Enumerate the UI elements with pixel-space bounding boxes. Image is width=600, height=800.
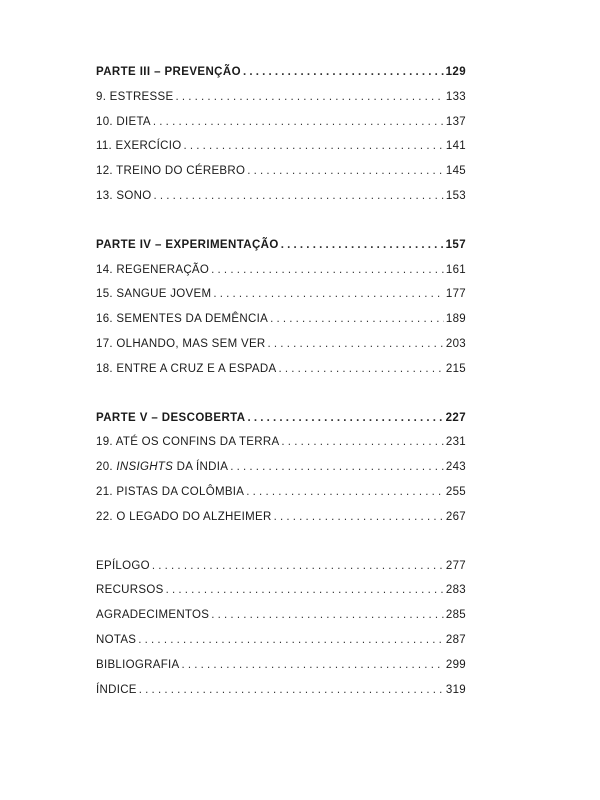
toc-page-number: 137 (445, 115, 466, 128)
toc-entry (96, 684, 466, 709)
toc-entry-title-prefix: 20. (96, 461, 117, 474)
toc-page-number: 255 (445, 485, 466, 498)
toc-entry (96, 461, 466, 486)
toc-entry (96, 634, 466, 659)
dot-leader (281, 436, 443, 448)
toc-page-number: 319 (445, 683, 466, 696)
toc-page-number: 215 (445, 362, 466, 375)
toc-entry-title: NOTAS (96, 633, 137, 646)
toc-page-number: 203 (445, 337, 466, 350)
toc-page-number: 145 (445, 165, 466, 178)
dot-leader (181, 659, 443, 671)
toc-entry-title: 16. SEMENTES DA DEMÊNCIA (96, 313, 269, 326)
toc-entry-title: 13. SONO (96, 189, 152, 202)
toc-page-number: 243 (445, 461, 466, 474)
toc-entry (96, 288, 466, 313)
toc-part-title: PARTE V – DESCOBERTA (96, 411, 246, 424)
toc-page-number: 141 (445, 140, 466, 153)
toc-page-number: 285 (445, 609, 466, 622)
toc-part-heading (96, 239, 466, 264)
toc-entry (96, 338, 466, 363)
toc-entry (96, 91, 466, 116)
dot-leader (278, 363, 443, 375)
toc-entry-title: 17. OLHANDO, MAS SEM VER (96, 337, 266, 350)
toc-page-number: 129 (445, 66, 466, 78)
toc-entry-title: EPÍLOGO (96, 559, 150, 572)
toc-entry (96, 584, 466, 609)
toc-entry-title-suffix: DA ÍNDIA (173, 461, 229, 474)
toc-page-number: 277 (445, 559, 466, 572)
toc-entry (96, 313, 466, 338)
toc-entry-title: 14. REGENERAÇÃO (96, 263, 210, 276)
dot-leader (281, 239, 444, 251)
toc-entry (96, 116, 466, 141)
dot-leader (274, 511, 444, 523)
toc-entry-title-italic: INSIGHTS (116, 461, 174, 474)
dot-leader (268, 338, 444, 350)
section-spacer (96, 536, 466, 560)
dot-leader (213, 288, 444, 300)
toc-entry (96, 609, 466, 634)
dot-leader (243, 66, 444, 78)
dot-leader (247, 165, 444, 177)
toc-page-number: 287 (445, 633, 466, 646)
toc-entry-title: 10. DIETA (96, 115, 151, 128)
dot-leader (175, 91, 443, 103)
toc-page-number: 153 (445, 189, 466, 202)
dot-leader (211, 609, 444, 621)
toc-entry (96, 560, 466, 585)
toc-entry-title: 22. O LEGADO DO ALZHEIMER (96, 510, 272, 523)
section-spacer (96, 215, 466, 239)
toc-page-number: 227 (445, 411, 466, 424)
toc-entry-title: ÍNDICE (96, 683, 137, 696)
toc-entry-title (96, 461, 230, 473)
toc-part-title: PARTE IV – EXPERIMENTAÇÃO (96, 238, 279, 251)
dot-leader (270, 313, 444, 325)
toc-entry-title: 18. ENTRE A CRUZ E A ESPADA (96, 362, 277, 375)
dot-leader (153, 190, 443, 202)
dot-leader (166, 584, 444, 596)
toc-entry-title: 19. ATÉ OS CONFINS DA TERRA (96, 436, 280, 449)
toc-entry (96, 140, 466, 165)
toc-page-number: 299 (445, 658, 466, 671)
toc-page-number: 231 (445, 436, 466, 449)
dot-leader (152, 560, 444, 572)
toc-entry (96, 165, 466, 190)
dot-leader (247, 412, 443, 424)
dot-leader (139, 684, 444, 696)
toc-entry (96, 511, 466, 536)
toc-page-number: 189 (445, 313, 466, 326)
table-of-contents (96, 66, 466, 708)
dot-leader (211, 264, 444, 276)
toc-entry (96, 363, 466, 388)
toc-entry-title: 11. EXERCÍCIO (96, 140, 182, 153)
toc-page-number: 133 (445, 90, 466, 103)
dot-leader (138, 634, 444, 646)
toc-entry-title: 9. ESTRESSE (96, 90, 174, 103)
dot-leader (153, 116, 444, 128)
toc-page-number: 177 (445, 288, 466, 301)
toc-page-number: 161 (445, 263, 466, 276)
toc-entry-title: 21. PISTAS DA COLÔMBIA (96, 485, 245, 498)
toc-entry (96, 659, 466, 684)
toc-entry-title: 15. SANGUE JOVEM (96, 288, 212, 301)
dot-leader (230, 461, 444, 473)
toc-part-heading (96, 412, 466, 437)
toc-entry (96, 190, 466, 215)
dot-leader (246, 486, 444, 498)
toc-page-number: 283 (445, 584, 466, 597)
toc-page-number: 267 (445, 510, 466, 523)
toc-entry (96, 436, 466, 461)
toc-page-number: 157 (445, 238, 466, 251)
toc-entry-title: BIBLIOGRAFIA (96, 658, 180, 671)
toc-entry (96, 486, 466, 511)
dot-leader (184, 140, 444, 152)
toc-entry-title: RECURSOS (96, 584, 164, 597)
toc-part-heading (96, 66, 466, 91)
toc-entry-title: 12. TREINO DO CÉREBRO (96, 165, 246, 178)
section-spacer (96, 388, 466, 412)
toc-entry-title: AGRADECIMENTOS (96, 609, 210, 622)
toc-part-title: PARTE III – PREVENÇÃO (96, 66, 241, 78)
toc-entry (96, 264, 466, 289)
